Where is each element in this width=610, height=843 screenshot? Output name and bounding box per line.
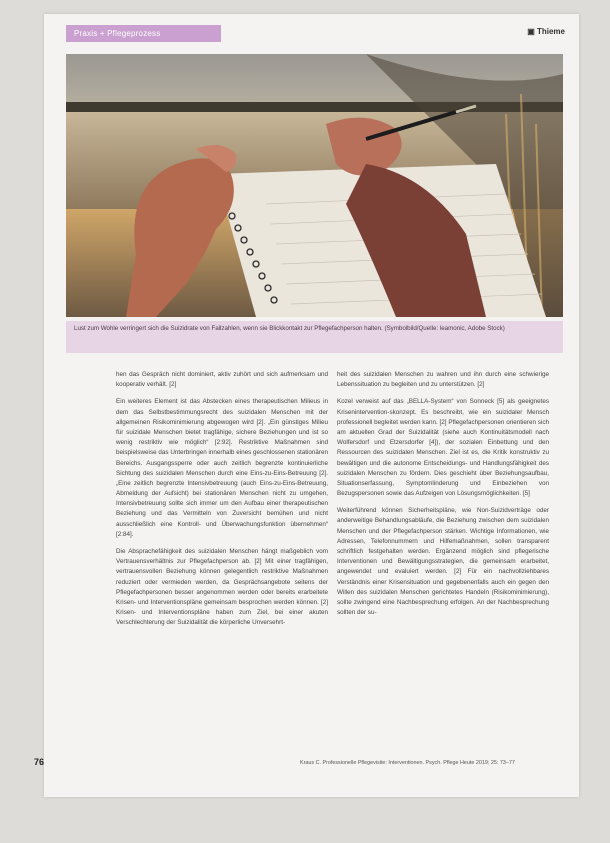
figure-caption: Lust zum Wohle verringert sich die Suizidrate von Fallzahlen, wenn sie Blickkontakt zur Pflegefachperson halten. (Symbolbild/Quelle: leamonic, Adobe Stock): [66, 321, 563, 353]
photo-illustration: [66, 54, 563, 317]
thieme-logo-icon: ▣: [527, 27, 537, 36]
paragraph: Die Absprachefähigkeit des suizidalen Menschen hängt maßgeblich vom Vertrauensverhältnis zur Pflegefachperson ab. [2] Mit einer tragfähigen, vertrauensvollen Beziehung können gelegentlich restriktive Maßnahmen reduziert oder vermieden werden, da Gesprächsangebote seitens der Pflegefachpersonen besser angenommen werden oder bereits erarbeitete Krisen- und Interventionspläne gemeinsam besprochen werden können. [2] Krisen- und Interventionspläne haben zum Ziel, bei einer akuten Verschlechterung der Suizidalität die körperliche Unversehrt-: [116, 548, 328, 627]
journal-citation: Kraus C. Professionelle Pflegevisite: Interventionen. Psych. Pflege Heute 2019; 25: 73–77: [300, 760, 515, 766]
page-number: 76: [34, 757, 45, 767]
paragraph: Weiterführend können Sicherheitspläne, wie Non-Suizidverträge oder anderweitige Behandlungsabläufe, die Beziehung zwischen dem suizidalen Menschen und der Pflegefachperson stärken. Wichtige Informationen, wie Adressen, Telefonnummern und Hilfemaßnahmen, sollen transparent schriftlich festgehalten werden. Ergänzend möglich sind pflegerische Interventionen und Bewältigungsstrategien, die gemeinsam erarbeitet, angewendet und evaluiert werden. [2] Für ein nachvollziehbares Verständnis einer Krisensituation und gegebenenfalls auch ein gegen den Willen des suizidalen Menschen gerichtetes Handeln (Risikominimierung), sollte zwingend eine Nachbesprechung erfolgen. An der Nachbesprechung sollten der su-: [337, 507, 549, 617]
publisher-name: Thieme: [536, 27, 565, 36]
paragraph: Ein weiteres Element ist das Abstecken eines therapeutischen Milieus in dem das Selbstbestimmungsrecht des suizidalen Menschen mit der allgemeinen Risikominimierung abgewogen wird [2]. „Ein günstiges Milieu für suizidale Menschen bietet tragfähige, sichere Beziehungen und ist so wenig restriktiv wie möglich“ [2:92]. Restriktive Maßnahmen sind beispielsweise das Unterbringen innerhalb eines geschlossenen stationären Bereichs. Ausgangssperre oder auch zeitlich begrenzte kontinuierliche Sichtung des suizidalen Menschen durch eine Eins-zu-Eins-Betreuung [2]. „Eine zeitlich begrenzte Intensivbetreuung (auch Eins-zu-Eins-Betreuung, Abmeldung der Aufsicht) bei stationären Menschen nicht zu umgehen, Intensivbetreuung sollte sich immer um den Aufbau einer therapeutischen Beziehung und das Vermitteln von Zuversicht bemühen und nicht ausschließlich eine Kontroll- und Überwachungsfunktion übernehmen“ [2:84].: [116, 398, 328, 538]
paragraph: hen das Gespräch nicht dominiert, aktiv zuhört und sich aufmerksam und kooperativ verhält. [2]: [116, 371, 328, 389]
article-photo: [66, 54, 563, 317]
journal-page: [34, 14, 579, 797]
paragraph: Kozel verweist auf das „BELLA-System“ von Sonneck [5] als geeignetes Krisenintervention-skonzept. Es beschreibt, wie ein suizidaler Mensch professionell begleitet werden kann. [2] Pflegefachpersonen orientieren sich am aktuellen Grad der Suizidalität (siehe auch Kontinuitätsmodell nach Wolfersdorf und Etzersdorfer [4]), der sozialen Einbettung und den Ressourcen des suizidalen Menschen. Ziel ist es, die Kritik konstruktiv zu bewältigen und die autonome Entscheidungs- und Handlungsfähigkeit des suizidalen Menschen zu fördern. Dies geschieht über Beziehungsaufbau, Situationserfassung, Symptomlinderung und Einbeziehen von Bezugspersonen sowie das Aufzeigen von Lösungsmöglichkeiten. [5]: [337, 398, 549, 498]
publisher-logo: [527, 27, 565, 36]
right-column: [337, 370, 549, 625]
left-column: [116, 370, 328, 636]
section-tag: Praxis + Pflegeprozess: [66, 25, 221, 42]
page-footer: [34, 757, 579, 773]
paragraph: heit des suizidalen Menschen zu wahren und ihn durch eine schwierige Lebenssituation zu begleiten und zu unterstützen. [2]: [337, 371, 549, 389]
